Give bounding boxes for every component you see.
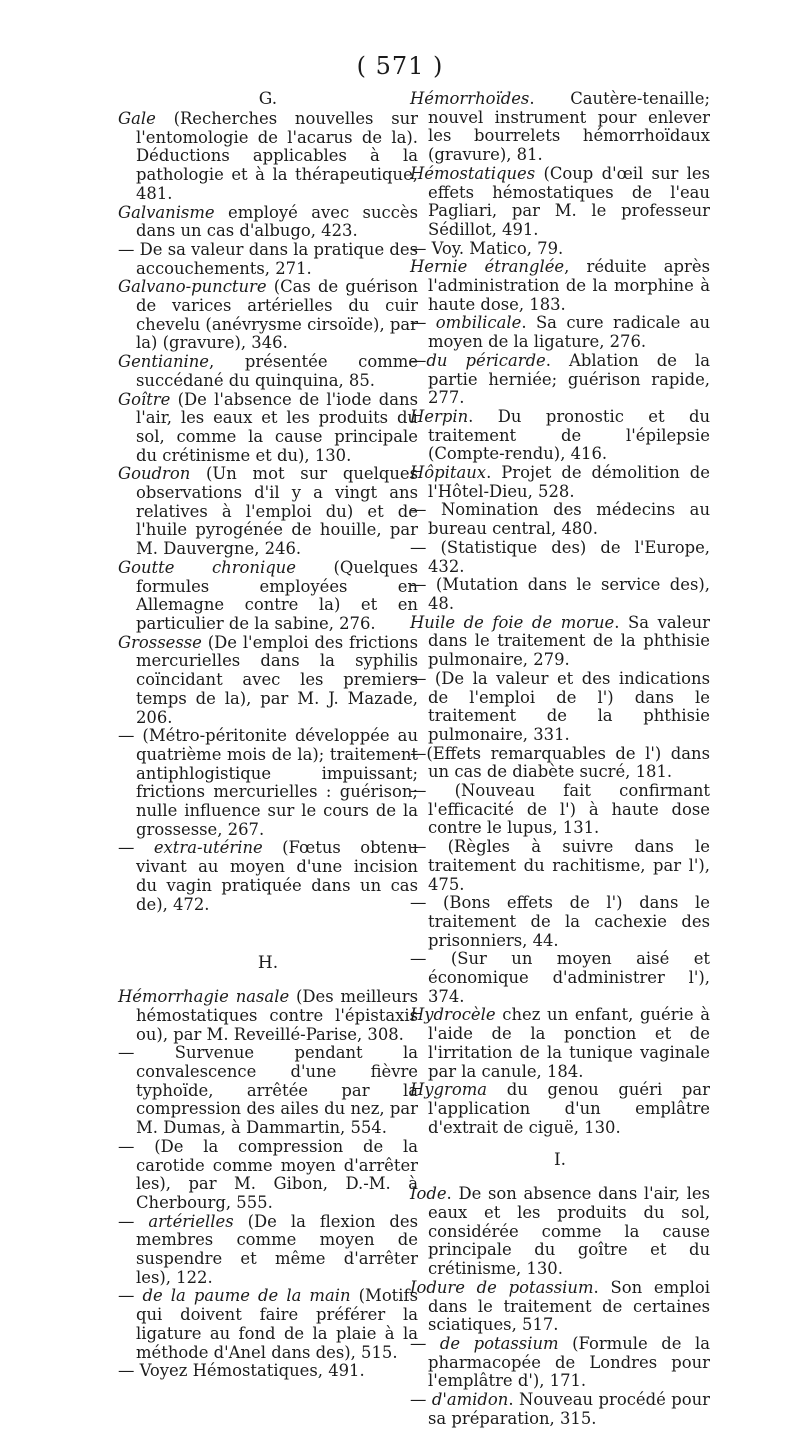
entry-text: — Voy. Matico, 79. [410,238,564,258]
index-entry [118,1044,418,1138]
index-entry [118,353,418,390]
index-entry [410,950,710,1006]
index-entry [118,278,418,353]
index-entry [410,314,710,351]
section-spacer [410,1171,710,1185]
entry-text: (Recherches nouvelles sur l'entomologie de l'acarus de la). Déductions applicables à la pathologie et à la thérapeutique, 481. [136,109,418,203]
entry-text: . Sa cure radicale au moyen de la ligature, 276. [428,313,711,352]
entry-text: . De son absence dans l'air, les eaux et les produits du sol, considérée comme la cause principale du goître et du crétinisme, 130. [428,1184,710,1279]
entry-term: Hygroma [410,1080,488,1100]
entry-term: —du péricarde [410,350,546,370]
section-spacer [410,1137,710,1151]
section-spacer [118,914,418,954]
entry-term: Hôpitaux [410,463,487,483]
index-entry [410,670,710,745]
entry-term: — ombilicale [410,313,522,333]
entry-term: Hydrocèle [410,1005,496,1025]
entry-text: — Voyez Hémostatiques, 491. [118,1361,365,1381]
entry-term: — artérielles [118,1211,234,1231]
index-entry [410,1185,710,1279]
index-entry [410,1335,710,1391]
entry-term: — extra-utérine [118,838,263,858]
index-entry [410,408,710,464]
entry-text: — (Bons effets de l') dans le traitement de la cachexie des prisonniers, 44. [410,893,710,950]
entry-term: Iodure de potassium [410,1277,594,1297]
entry-text: (Des meilleurs hémostatiques contre l'épistaxis ou), par M. Reveillé-Parise, 308. [136,987,418,1044]
entry-text: (Cas de guérison de varices artérielles du cuir chevelu (anévrysme cirsoïde), par la) (gravure), 346. [136,277,418,353]
index-entry [410,501,710,538]
entry-text: , réduite après l'administration de la morphine à haute dose, 183. [428,257,710,314]
index-entry [410,614,710,670]
section-letter: I. [553,1150,567,1171]
entry-text: — (Sur un moyen aisé et économique d'administrer l'), 374. [410,949,710,1006]
index-entry [410,464,710,501]
index-entry [118,110,418,204]
index-entry [410,576,710,613]
index-entry [410,1081,710,1137]
entry-term: Hernie étranglée [410,257,565,277]
entry-term: Goître [118,389,171,409]
section-letter: G. [258,89,278,109]
entry-text: — (Mutation dans le service des), 48. [410,575,710,613]
entry-term: Gentianine [118,352,210,372]
index-entry [118,1287,418,1362]
entry-term: Goutte chronique [118,557,296,577]
entry-text: (De la flexion des membres comme moyen de suspendre et même d'arrêter les), 122. [136,1211,418,1287]
entry-text: chez un enfant, guérie à l'aide de la ponction et de l'irritation de la tunique vaginale par la canule, 184. [428,1005,710,1081]
entry-text: — (De la compression de la carotide comme moyen d'arrêter les), par M. Gibon, D.-M. à Cherbourg, 555. [118,1136,418,1212]
entry-term: Hémorrhoïdes [410,89,530,108]
index-entry [118,839,418,914]
entry-text: (De l'absence de l'iode dans l'air, les eaux et les produits du sol, comme la cause principale du crétinisme et du), 130. [136,389,418,465]
entry-text: — Nomination des médecins au bureau central, 480. [410,500,710,539]
index-entry [118,1138,418,1213]
entry-text: . Du pronostic et du traitement de l'épilepsie (Compte-rendu), 416. [428,406,710,464]
entry-term: Huile de foie de morue [410,612,615,632]
index-column-right [410,90,710,1429]
index-entry [118,465,418,559]
index-entry [410,165,710,240]
entry-term: Gale [118,109,156,128]
index-entry [118,241,418,278]
entry-text: . Nouveau procédé pour sa préparation, 315. [428,1390,710,1428]
index-entry [118,559,418,634]
index-entry [410,240,710,259]
index-column-left [118,90,418,1381]
entry-text: du genou guéri par l'application d'un emplâtre d'extrait de ciguë, 130. [428,1080,710,1137]
index-entry [410,90,710,165]
entry-text: (Quelques formules employées en Allemagne contre la) et en particulier de la sabine, 276. [136,557,419,633]
entry-text: (Fœtus obtenu vivant au moyen d'une incision du vagin pratiquée dans un cas de), 472. [136,838,419,914]
index-entry [410,745,710,782]
index-entry [118,391,418,466]
entry-text: , présentée comme succédané du quinquina, 85. [136,352,418,390]
entry-text: —(Effets remarquables de l') dans un cas de diabète sucré, 181. [410,743,710,782]
index-entry [118,634,418,728]
entry-term: — de la paume de la main [118,1286,351,1306]
entry-text: (Coup d'œil sur les effets hémostatiques de l'eau Pagliari, par M. le professeur Sédillot, 491. [428,163,710,239]
entry-term: Galvanisme [118,202,215,222]
index-entry [410,894,710,950]
entry-text: (De l'emploi des frictions mercurielles dans la syphilis coïncidant avec les premiers temps de la), par M. J. Mazade, 206. [136,632,418,727]
entry-text: — Survenue pendant la convalescence d'une fièvre typhoïde, arrêtée par la compression des ailes du nez, par M. Dumas, à Dammartin, 554. [118,1043,418,1138]
entry-text: (Un mot sur quelques observations d'il y a vingt ans relatives à l'emploi du) et de l'huile pyrogénée de houille, par M. Dauvergne, 246. [136,464,418,559]
index-entry [118,727,418,839]
entry-text: — (De la valeur et des indications de l'emploi de l') dans le traitement de la phthisie pulmonaire, 331. [410,668,710,744]
entry-term: — de potassium [410,1334,559,1353]
index-entry [410,539,710,576]
entry-term: — d'amidon [410,1390,509,1410]
entry-term: Iode [410,1184,447,1204]
index-entry [410,1391,710,1428]
entry-term: Herpin [410,406,469,426]
entry-text: employé avec succès dans un cas d'albugo, 423. [136,202,418,241]
entry-term: Hémorrhagie nasale [118,987,290,1007]
section-letter: H. [257,953,279,974]
index-entry [410,1006,710,1081]
index-entry [118,204,418,241]
index-entry [410,838,710,894]
index-entry [118,988,418,1044]
page-number: ( 571 ) [356,52,444,80]
entry-text: (Motifs qui doivent faire préférer la ligature au fond de la plaie à la méthode d'Anel dans des), 515. [136,1286,418,1362]
entry-term: Hémostatiques [410,163,536,183]
entry-text: (Formule de la pharmacopée de Londres pour l'emplâtre d'), 171. [428,1334,711,1391]
entry-term: Grossesse [118,632,202,652]
entry-term: Goudron [118,464,191,484]
index-entry [118,1362,418,1381]
index-entry [410,352,710,408]
entry-text: — (Métro-péritonite développée au quatrième mois de la); traitement antiphlogistique impuissant; frictions mercurielles : guérison; nulle influence sur le cours de la grossesse, 267. [118,726,418,839]
entry-text: . Sa valeur dans le traitement de la phthisie pulmonaire, 279. [428,612,711,670]
entry-text: . Cautère-tenaille; nouvel instrument pour enlever les bourrelets hémorrhoïdaux (gravure), 81. [428,89,710,165]
index-entry [410,258,710,314]
entry-text: — De sa valeur dans la pratique des accouchements, 271. [118,239,418,278]
entry-text: — (Règles à suivre dans le traitement du rachitisme, par l'), 475. [410,837,710,894]
index-entry [410,1279,710,1335]
entry-text: . Projet de démolition de l'Hôtel-Dieu, 528. [428,463,710,501]
entry-text: — (Nouveau fait confirmant l'efficacité de l') à haute dose contre le lupus, 131. [410,781,710,838]
entry-text: . Son emploi dans le traitement de certaines sciatiques, 517. [428,1277,711,1335]
entry-term: Galvano-puncture [118,277,267,297]
section-spacer [118,974,418,988]
index-entry [118,1213,418,1288]
entry-text: — (Statistique des) de l'Europe, 432. [410,537,710,576]
index-entry [410,782,710,838]
entry-text: . Ablation de la partie herniée; guérison rapide, 277. [428,350,710,408]
